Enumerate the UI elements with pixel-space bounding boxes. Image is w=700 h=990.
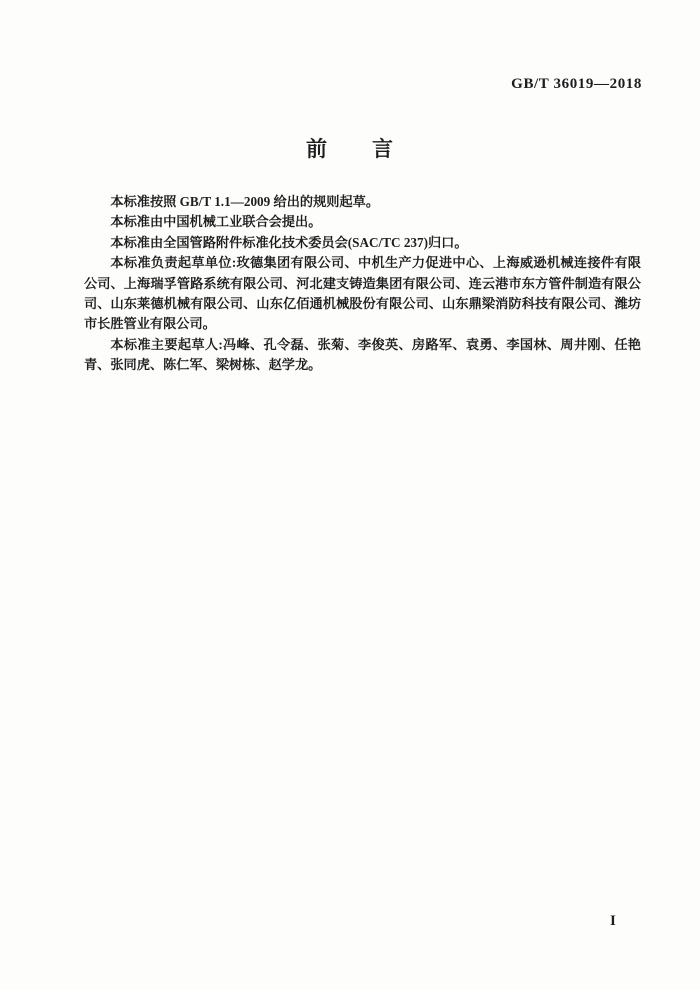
foreword-paragraph-drafting-rules: 本标准按照 GB/T 1.1—2009 给出的规则起草。: [110, 194, 380, 209]
foreword-paragraph-main-drafters: 本标准主要起草人:冯峰、孔令磊、张菊、李俊英、房路军、袁勇、李国林、周井刚、任艳青、张同虎、陈仁军、梁树栋、赵学龙。: [84, 336, 641, 373]
foreword-paragraph-proposed-by: 本标准由中国机械工业联合会提出。: [110, 214, 322, 230]
foreword-paragraph-centralized-by: 本标准由全国管路附件标准化技术委员会(SAC/TC 237)归口。: [110, 234, 468, 250]
standard-code: GB/T 36019—2018: [511, 76, 642, 92]
foreword-title: 前 言: [306, 137, 394, 161]
foreword-paragraph-drafting-organizations: 本标准负责起草单位:玫德集团有限公司、中机生产力促进中心、上海威逊机械连接件有限公司、上海瑞孚管路系统有限公司、河北建支铸造集团有限公司、连云港市东方管件制造有限公司、山东莱德机械有限公司、山东亿佰通机械股份有限公司、山东鼎梁消防科技有限公司、潍坊市长胜管业有限公司。: [84, 255, 641, 332]
page-number: I: [610, 913, 616, 929]
foreword-body: [84, 192, 641, 376]
